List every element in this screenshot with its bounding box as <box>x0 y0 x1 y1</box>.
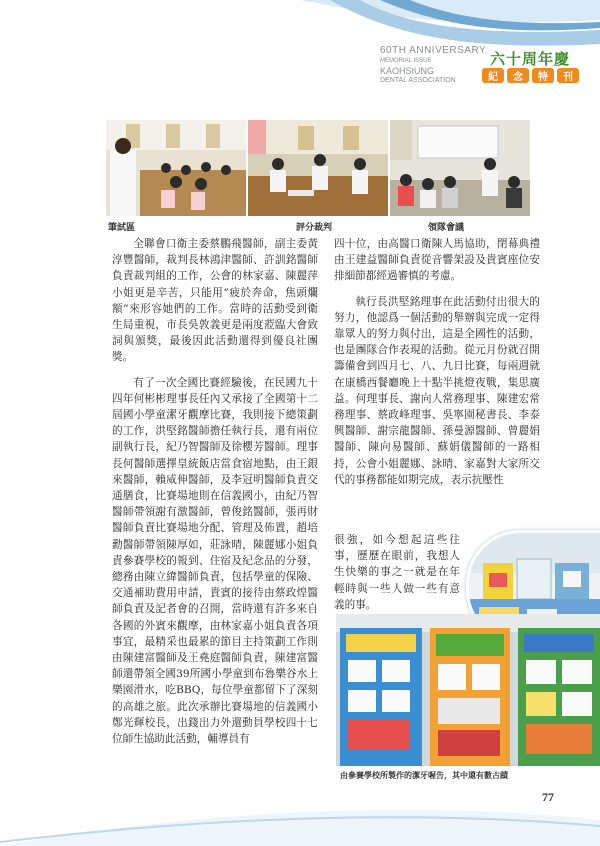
paragraph: 執行長洪堅銘理事在此活動付出很大的努力，他認爲一個活動的舉辦與完成一定得靠眾人的努力與付出，這是全國性的活動，也是團隊合作表現的活動。從元月份就召開籌備會到四月七、八、九日比賽，每兩週就在康橋西餐廳晚上十點半挑燈夜戰，集思廣益。何理事長、謝向人常務理事、陳建宏常務理事、蔡政峰理事、吳寧園秘書長、李泰興醫師、謝宗龍醫師、孫曼源醫師、曾麗娟醫師、陳向易醫師、蘇娟儀醫師的一路相持，公會小姐麗娜、詠晴、家嘉對大家所交代的事務都能如期完成，表示抗壓性 <box>334 295 540 486</box>
photo-written-test-area <box>106 120 246 216</box>
commemorative-badges <box>482 68 579 83</box>
anniv-en-line2: MEMORIAL ISSUE <box>380 58 432 64</box>
caption-photo1: 筆試區 <box>108 223 136 233</box>
anniv-en-line4: DENTAL ASSOCIATION <box>380 77 456 84</box>
caption-photo3: 領隊會議 <box>428 223 465 233</box>
paragraph: 很強，如今想起這些往事，歷歷在眼前，我想人生快樂的事之一就是在年輕時與一些人做一些有意義的事。 <box>334 534 460 611</box>
paragraph: 有了一次全國比賽經驗後，在民國九十四年何彬彬理事長任內又承接了全國第十二屆國小學童潔牙觀摩比賽，我則接下總策劃的工作，洪堅銘醫師擔任執行長，還有兩位副執行長，紀乃智醫師及徐櫻芳醫師。理事長何醫師選擇皇統飯店當食宿地點，由王銀來醫師，賴威伸醫師，及李冠明醫師負責交通膳食，比賽場地則在信義國小，由紀乃智醫師帶領謝有激醫師，曾俊銘醫師，張再財醫師負責比賽場地分配、管理及佈置，趙培勳醫師帶領陳厚如，莊詠晴，陳麗娜小姐負責參賽學校的報到、住宿及紀念品的分發，總務由陳立緯醫師負責，包括學童的保險、交通補助費用申請，貴賓的接待由蔡政煌醫師負責及記者會的召開，當時還有許多來自各國的外賓來觀摩，由林家嘉小姐負責各項事宜，最精采也最累的節目主持策劃工作則由陳建富醫師及王堯庭醫師負責，陳建富醫師還帶領全國39所國小學童到布魯樂谷水上樂園滑水，吃BBQ，每位學童都留下了深刻的高雄之旅。此次承辦比賽場地的信義國小鄭光輝校長，出錢出力外還動員學校四十七位師生協助此活動，輔導員有 <box>112 376 318 746</box>
anniv-en-line1: 60TH ANNIVERSARY <box>380 45 487 56</box>
badge-char: 特 <box>532 68 554 83</box>
right-column-wrap-text <box>334 532 460 622</box>
caption-bottom-photo: 由參賽學校所製作的潔牙喔告，其中還有數古蹟 <box>340 771 508 780</box>
badge-char: 紀 <box>482 68 504 83</box>
left-column-text <box>112 236 318 756</box>
badge-char: 念 <box>507 68 529 83</box>
paragraph: 全聯會口衛主委蔡鵬飛醫師，副主委黃淳豐醫師，裁判長林鴻津醫師、許訓銘醫師負責裁判組的工作，公會的林家嘉、陳麗萍小姐更是辛苦，只能用”疲於奔命，焦頭爛額”來形容她們的工作。當時的活動受到衛生局重視，市長吳敦義更是兩度蒞臨大會致詞與頒獎，最後因此活動還得到優良社團獎。 <box>112 238 318 364</box>
right-column-text <box>334 236 540 497</box>
anniv-en-line3: KAOHSIUNG <box>380 66 435 76</box>
badge-char: 刊 <box>557 68 579 83</box>
anniversary-chinese-title: 六十周年慶 <box>489 50 570 68</box>
anniversary-english-label <box>380 46 486 86</box>
caption-photo2: 評分裁判 <box>296 223 333 233</box>
photo-judges <box>248 120 388 216</box>
paragraph: 四十位，由高醫口衛陳人馬協助，閉幕典禮由王建益醫師負責從音響架設及貴賓座位安排細節都經過審慎的考慮。 <box>334 238 540 283</box>
page-number: 77 <box>542 790 554 804</box>
photo-school-posters <box>336 614 600 766</box>
footer-swoosh-graphic <box>0 780 600 846</box>
photo-team-meeting <box>390 120 530 216</box>
